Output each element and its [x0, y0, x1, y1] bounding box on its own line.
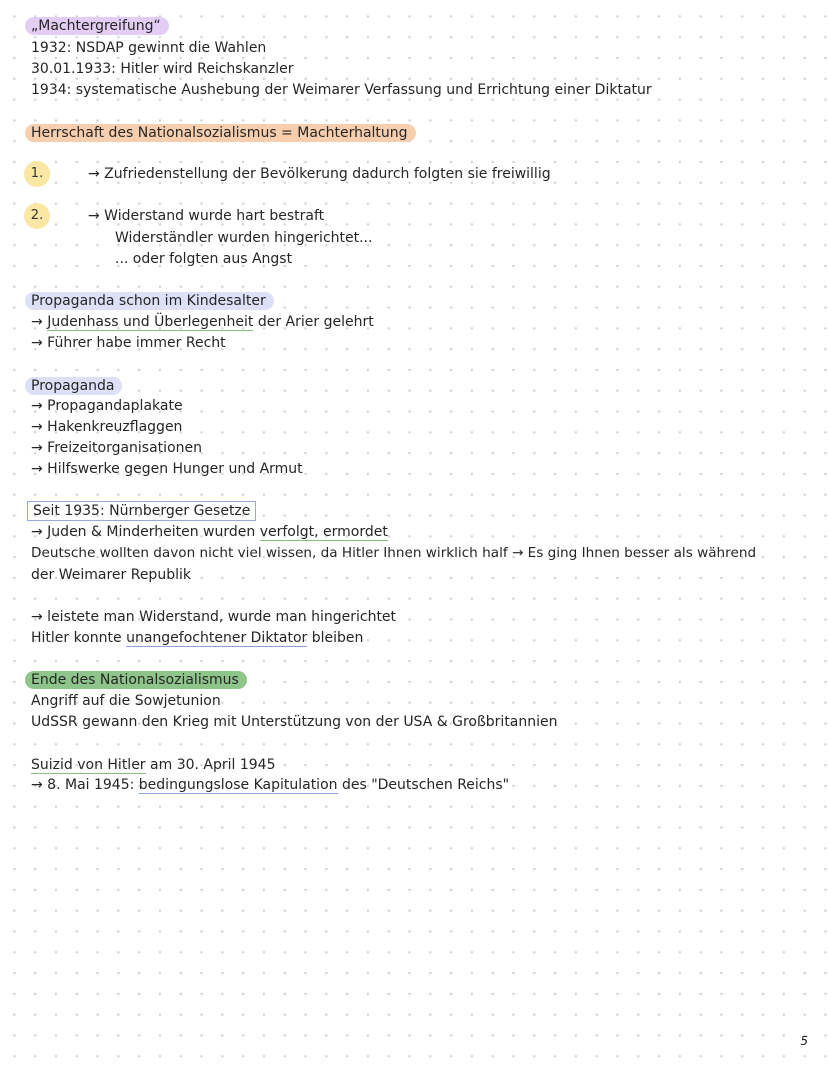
gesetze-line-5	[31, 629, 363, 647]
herrschaft-heading: Herrschaft des Nationalsozialismus = Machterhaltung	[25, 124, 416, 142]
kindesalter-heading: Propaganda schon im Kindesalter	[25, 292, 274, 310]
page-number: 5	[800, 1034, 808, 1048]
ende-heading: Ende des Nationalsozialismus	[25, 671, 247, 689]
machtergreifung-line-2: 30.01.1933: Hitler wird Reichskanzler	[31, 61, 294, 77]
propaganda-heading-line	[31, 377, 122, 395]
line-rest: am 30. April 1945	[150, 757, 276, 773]
ende-line-1: Angriff auf die Sowjetunion	[31, 693, 221, 709]
herrschaft-heading-line	[31, 124, 416, 142]
line-rest: der Arier gelehrt	[257, 314, 374, 330]
gesetze-heading: Seit 1935: Nürnberger Gesetze	[27, 501, 256, 521]
machtergreifung-line-3: 1934: systematische Aushebung der Weimarer Verfassung und Errichtung einer Diktatur	[31, 82, 652, 98]
line-prefix: Hitler konnte	[31, 630, 122, 646]
propaganda-heading: Propaganda	[25, 377, 122, 395]
propaganda-item: → Hakenkreuzflaggen	[31, 419, 183, 435]
machtergreifung-heading-line	[31, 17, 169, 35]
kindesalter-heading-line	[31, 292, 274, 310]
underlined-phrase: unangefochtener Diktator	[126, 630, 308, 646]
ende-line-3	[31, 756, 276, 774]
point-2-sub-2: ... oder folgten aus Angst	[115, 251, 293, 267]
point-2-text: → Widerstand wurde hart bestraft	[88, 208, 325, 224]
machtergreifung-heading: „Machtergreifung“	[25, 17, 169, 35]
underlined-phrase: verfolgt, ermordet	[259, 524, 388, 540]
point-2-sub-1: Widerständler wurden hingerichtet...	[115, 230, 373, 246]
gesetze-line-3: der Weimarer Republik	[31, 567, 191, 583]
line-rest: des "Deutschen Reichs"	[341, 777, 510, 793]
point-1-number-badge: 1.	[24, 161, 50, 187]
propaganda-item: → Freizeitorganisationen	[31, 440, 202, 456]
gesetze-heading-line	[31, 502, 256, 520]
line-rest: bleiben	[311, 630, 364, 646]
underlined-phrase: Judenhass und Überlegenheit	[47, 314, 254, 330]
ende-line-2: UdSSR gewann den Krieg mit Unterstützung von der USA & Großbritannien	[31, 714, 558, 730]
kindesalter-line-2: → Führer habe immer Recht	[31, 335, 226, 351]
line-prefix: → Juden & Minderheiten wurden	[31, 524, 256, 540]
propaganda-item: → Propagandaplakate	[31, 398, 183, 414]
underlined-phrase: Suizid von Hitler	[31, 757, 146, 773]
machtergreifung-line-1: 1932: NSDAP gewinnt die Wahlen	[31, 40, 267, 56]
gesetze-line-2: Deutsche wollten davon nicht viel wissen, da Hitler Ihnen wirklich half → Es ging Ihnen besser als während	[31, 545, 757, 561]
underlined-phrase: bedingungslose Kapitulation	[138, 777, 338, 793]
arrow: →	[31, 314, 43, 330]
propaganda-item: → Hilfswerke gegen Hunger und Armut	[31, 461, 303, 477]
ende-heading-line	[31, 671, 247, 689]
gesetze-line-4: → leistete man Widerstand, wurde man hingerichtet	[31, 609, 397, 625]
point-1-text: → Zufriedenstellung der Bevölkerung dadurch folgten sie freiwillig	[88, 166, 551, 182]
kindesalter-line-1	[31, 313, 374, 331]
point-2-number-badge: 2.	[24, 203, 50, 229]
gesetze-line-1	[31, 523, 388, 541]
line-prefix: → 8. Mai 1945:	[31, 777, 135, 793]
ende-line-4	[31, 776, 509, 794]
